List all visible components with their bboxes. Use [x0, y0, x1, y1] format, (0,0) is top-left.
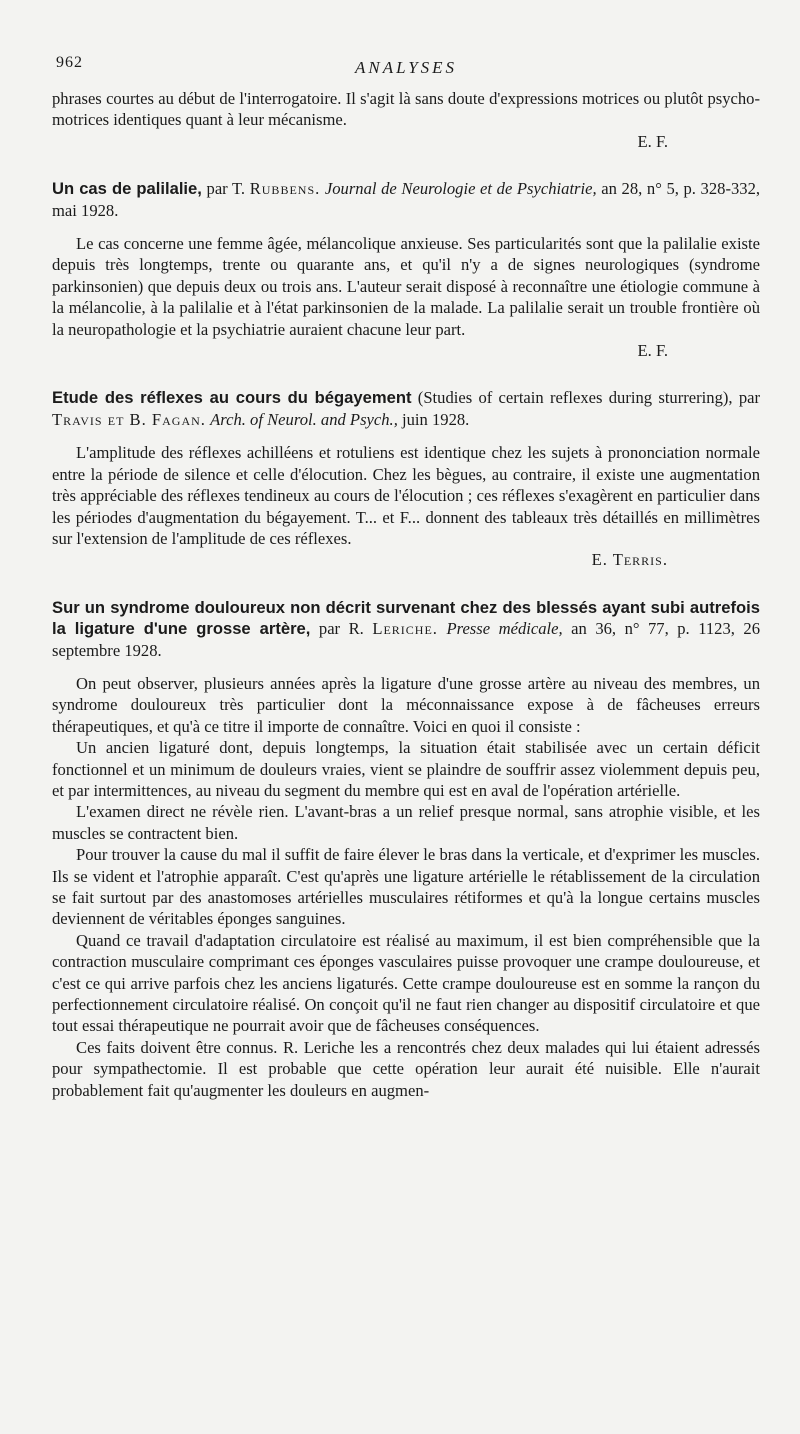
article-journal: Presse médicale, [446, 619, 563, 639]
article-heading [52, 387, 760, 430]
article-paragraph: Ces faits doivent être connus. R. Leriche les a rencontrés chez deux malades qui lui étaient adressés pour sympathectomie. Il est probable que cette opération leur aurait été nuisible. Elle n'aurait probablement fait qu'augmenter les douleurs en augmen- [52, 1037, 760, 1100]
article-reference: juin 1928. [402, 409, 470, 429]
intro-block [52, 88, 760, 152]
article-reference: an 28, n° 5, p. 328-332, mai 1928. [52, 179, 761, 220]
article-author: Travis et B. Fagan. [52, 409, 206, 429]
article-pretitle: (Studies of certain reflexes during sturrering), par [417, 388, 761, 408]
article-signature: E. Terris. [591, 550, 668, 570]
article-title: Un cas de palilalie, [52, 179, 202, 199]
article-paragraph: Pour trouver la cause du mal il suffit de faire élever le bras dans la verticale, et d'exprimer les muscles. Ils se vident et l'atrophie apparaît. C'est qu'après une ligature artérielle le rétablissement de la circulation se fait surtout par des anastomoses artérielles musculaires rétiformes et qu'à la longue certains muscles deviennent de véritables éponges sanguines. [52, 845, 760, 929]
article-title: Etude des réflexes au cours du bégayement [52, 388, 412, 408]
article-heading [52, 178, 760, 221]
page-number: 962 [56, 54, 83, 71]
article-author: Rubbens. [249, 179, 321, 199]
article-paragraph: Le cas concerne une femme âgée, mélancolique anxieuse. Ses particularités sont que la palilalie existe depuis très longtemps, trente ou quarante ans, et qu'il n'y a de signes neurologiques (syndrome parkinsonien) que depuis deux ou trois ans. L'auteur serait disposé à reconnaître une étiologie commune à la mélancolie, à la palilalie et à l'état parkinsonien de la malade. La palilalie serait un trouble frontière où la neuropathologie et la psychiatrie auraient chacune leur part. [52, 234, 760, 339]
article-paragraph: Un ancien ligaturé dont, depuis longtemps, la situation était stabilisée avec un certain déficit fonctionnel et un minimum de douleurs vraies, vient se plaindre de souffrir assez violemment depuis peu, et par intermittences, au niveau du segment du membre qui est en aval de l'opération artérielle. [52, 738, 760, 800]
article-paragraph: Quand ce travail d'adaptation circulatoire est réalisé au maximum, il est bien compréhensible que la contraction musculaire comprimant ces éponges vasculaires puisse provoquer une crampe douloureuse, et c'est ce qui arrive parfois chez les anciens ligaturés. Cette crampe douloureuse est en somme la rançon du perfectionnement circulatoire réalisé. On conçoit qu'il ne faut rien changer au dispositif circulatoire et que tout essai thérapeutique ne pourrait avoir que de fâcheuses conséquences. [52, 930, 760, 1036]
article-by: par T. [206, 179, 246, 199]
intro-signature: E. F. [637, 131, 668, 151]
running-head [52, 48, 760, 84]
running-title: ANALYSES [354, 58, 458, 77]
article-reference: an 36, n° 77, p. 1123, 26 septembre 1928. [52, 619, 761, 660]
article-paragraph: On peut observer, plusieurs années après la ligature d'une grosse artère au niveau des membres, un syndrome douloureux très particulier dont la méconnaissance expose à de fâcheuses erreurs thérapeutiques, et qu'à ce titre il importe de connaître. Voici en quoi il consiste : [52, 673, 760, 736]
article-author: Leriche. [372, 619, 438, 639]
article-reflexes [52, 387, 760, 570]
article-palilalie [52, 178, 760, 361]
intro-paragraph: phrases courtes au début de l'interrogatoire. Il s'agit là sans doute d'expressions motrices ou plutôt psycho-motrices identiques quant à leur mécanisme. [52, 89, 760, 130]
article-by: par R. [318, 619, 364, 639]
article-paragraph: L'amplitude des réflexes achilléens et rotuliens est identique chez les sujets à prononciation normale entre la période de silence et celle d'élocution. Chez les bègues, au contraire, il existe une augmentation très appréciable des réflexes tendineux au cours de l'élocution ; ces réflexes s'exagèrent en particulier dans les périodes d'augmentation du bégayement. T... et F... donnent des tableaux très détaillés en millimètres sur l'extension de l'amplitude de ces réflexes. [52, 443, 760, 548]
article-title: Sur un syndrome douloureux non décrit survenant chez des blessés ayant subi autrefois la ligature d'une grosse artère, [52, 597, 760, 639]
article-journal: Journal de Neurologie et de Psychiatrie, [324, 179, 597, 199]
article-journal: Arch. of Neurol. and Psych., [210, 409, 398, 429]
article-heading [52, 597, 760, 661]
article-syndrome-douloureux [52, 597, 760, 1101]
article-paragraph: L'examen direct ne révèle rien. L'avant-bras a un relief presque normal, sans atrophie visible, et les muscles se contractent bien. [52, 802, 760, 843]
article-signature: E. F. [637, 341, 668, 361]
